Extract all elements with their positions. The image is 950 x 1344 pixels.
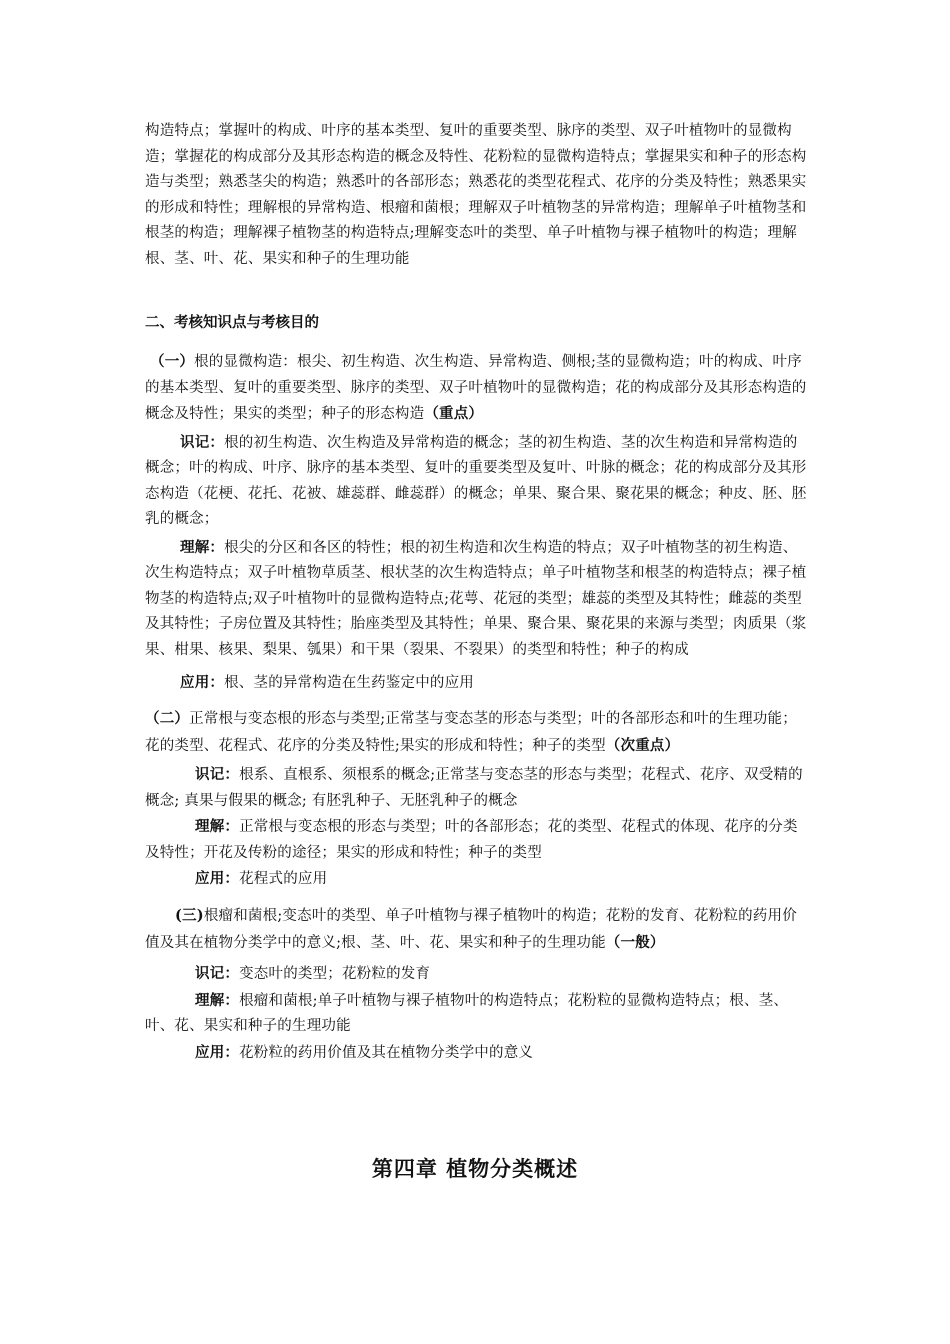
memorize-text: 根系、直根系、须根系的概念;正常茎与变态茎的形态与类型；花程式、花序、双受精的概念; 真果与假果的概念; 有胚乳种子、无胚乳种子的概念 [145,767,803,809]
part-2-understand [145,814,810,866]
understand-label: 理解： [195,818,240,835]
part-2-text: 正常根与变态根的形态与类型;正常茎与变态茎的形态与类型；叶的各部形态和叶的生理功能；花的类型、花程式、花序的分类及特性;果实的形成和特性；种子的类型 [145,711,797,754]
memorize-label: 识记： [195,766,240,783]
apply-text: 花粉粒的药用价值及其在植物分类学中的意义 [239,1044,534,1061]
part-3-text: 根瘤和菌根;变态叶的类型、单子叶植物与裸子植物叶的构造；花粉的发育、花粉粒的药用价值及其在植物分类学中的意义;根、茎、叶、花、果实和种子的生理功能 [145,908,797,951]
memorize-text: 变态叶的类型；花粉粒的发育 [239,966,431,982]
part-3-understand [145,988,810,1040]
part-1-block [145,349,810,697]
part-2-block [145,706,810,893]
apply-label: 应用： [180,674,225,691]
part-2-level: （次重点） [605,736,680,754]
section-heading: 二、考核知识点与考核目的 [145,314,319,331]
part-2-label: （二） [145,710,190,727]
part-3-summary [145,903,810,956]
understand-text: 根尖的分区和各区的特性；根的初生构造和次生构造的特点；双子叶植物茎的初生构造、次生构造特点；双子叶植物草质茎、根状茎的次生构造特点；单子叶植物茎和根茎的构造特点；裸子植物茎的构造特点;双子叶植物叶的显微构造特点;花萼、花冠的类型；雄蕊的类型及其特性；雌蕊的类型及其特性；子房位置及其特性；胎座类型及其特性；单果、聚合果、聚花果的来源与类型；肉质果（浆果、柑果、核果、梨果、瓠果）和干果（裂果、不裂果）的类型和特性；种子的构成 [145,539,807,658]
part-3-label: (三) [175,907,204,924]
part-1-summary [145,349,810,428]
apply-label: 应用： [195,870,240,887]
memorize-label: 识记： [180,433,225,451]
part-2-summary [145,706,810,759]
part-1-text: 根的显微构造：根尖、初生构造、次生构造、异常构造、侧根;茎的显微构造；叶的构成、叶序的基本类型、复叶的重要类型、脉序的类型、双子叶植物叶的显微构造；花的构成部分及其形态构造的概念及特性；果实的类型；种子的形态构造 [145,354,807,422]
memorize-text: 根的初生构造、次生构造及异常构造的概念；茎的初生构造、茎的次生构造和异常构造的概念；叶的构成、叶序、脉序的基本类型、复叶的重要类型及复叶、叶脉的概念；花的构成部分及其形态构造（花梗、花托、花被、雄蕊群、雌蕊群）的概念；单果、聚合果、聚花果的概念；种皮、胚、胚乳的概念； [145,434,807,527]
understand-text: 正常根与变态根的形态与类型；叶的各部形态；花的类型、花程式的体现、花序的分类及特性；开花及传粉的途径；果实的形成和特性；种子的类型 [145,819,798,861]
part-2-apply [145,866,810,893]
memorize-label: 识记： [195,965,240,982]
part-1-level: （重点） [424,405,484,422]
apply-text: 根、茎的异常构造在生药鉴定中的应用 [224,675,475,691]
understand-label: 理解： [195,991,240,1009]
part-1-memorize [145,430,810,533]
part-3-memorize [145,961,810,988]
chapter-title: 第四章 植物分类概述 [371,1156,579,1181]
part-2-memorize [145,762,810,814]
part-3-apply [145,1040,810,1067]
intro-paragraph [145,119,810,272]
apply-label: 应用： [195,1043,240,1061]
part-3-level: （一般） [605,933,665,951]
part-3-block [145,903,810,1066]
part-1-understand [145,535,810,664]
part-1-label: （一） [150,353,195,370]
part-1-apply [145,670,810,697]
intro-text: 构造特点；掌握叶的构成、叶序的基本类型、复叶的重要类型、脉序的类型、双子叶植物叶的显微构造；掌握花的构成部分及其形态构造的概念及特性、花粉粒的显微构造特点；掌握果实和种子的形态构造与类型；熟悉茎尖的构造；熟悉叶的各部形态；熟悉花的类型花程式、花序的分类及特性；熟悉果实的形成和特性；理解根的异常构造、根瘤和菌根；理解双子叶植物茎的异常构造；理解单子叶植物茎和根茎的构造；理解裸子植物茎的构造特点;理解变态叶的类型、单子叶植物与裸子植物叶的构造；理解根、茎、叶、花、果实和种子的生理功能 [145,123,807,267]
understand-text: 根瘤和菌根;单子叶植物与裸子植物叶的构造特点；花粉粒的显微构造特点；根、茎、叶、花、果实和种子的生理功能 [145,992,789,1034]
understand-label: 理解： [180,538,225,556]
apply-text: 花程式的应用 [239,871,328,887]
